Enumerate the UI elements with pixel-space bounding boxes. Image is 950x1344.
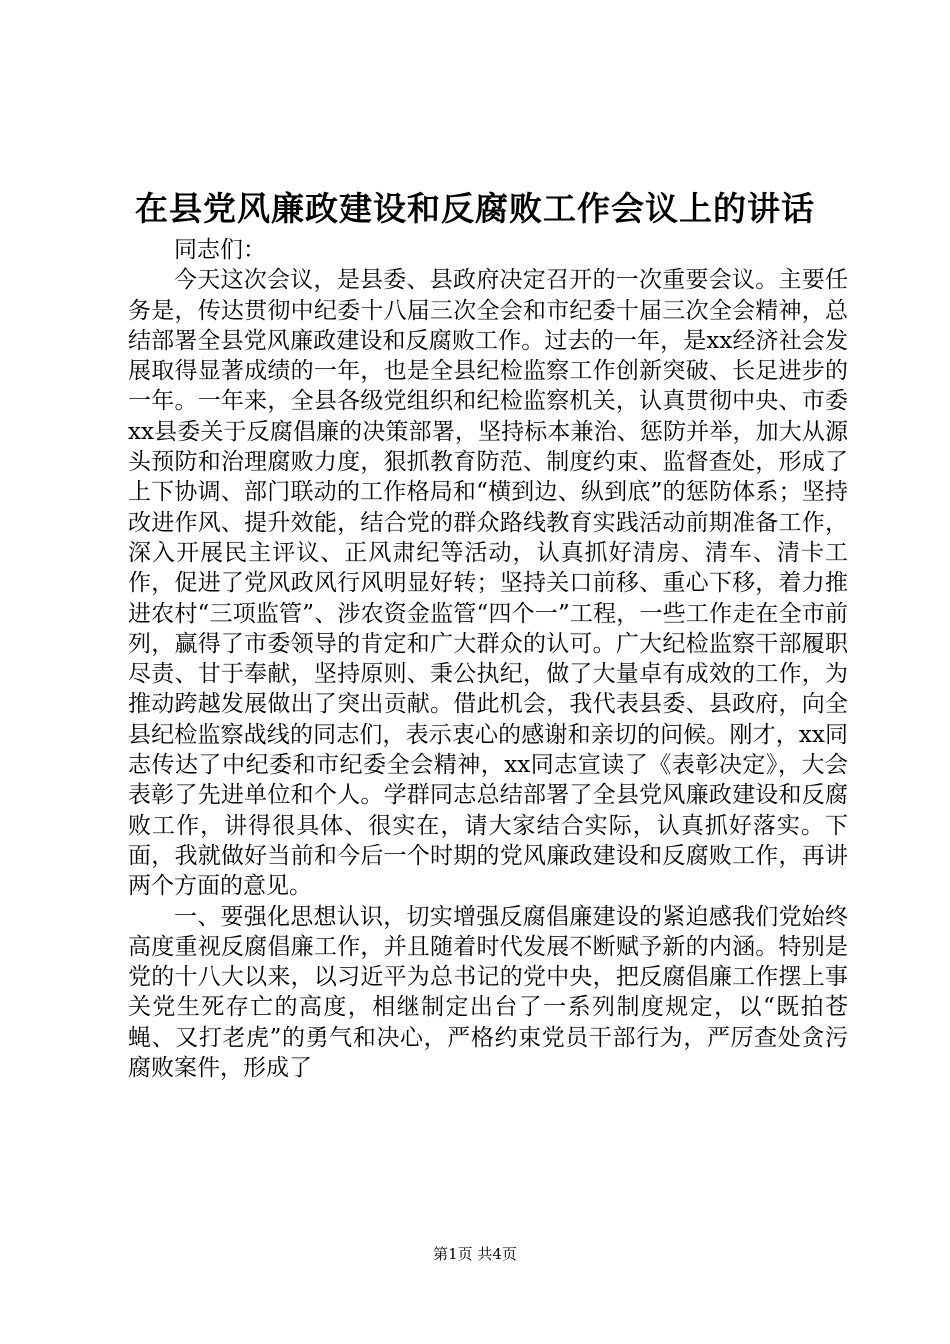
document-body bbox=[128, 235, 848, 1083]
document-title: 在县党风廉政建设和反腐败工作会议上的讲话 bbox=[135, 189, 815, 228]
salutation: 同志们： bbox=[174, 237, 266, 263]
paragraph: 一、要强化思想认识，切实增强反腐倡廉建设的紧迫感我们党始终高度重视反腐倡廉工作，并且随着时代发展不断赋予新的内涵。特别是党的十八大以来，以习近平为总书记的党中央，把反腐倡廉工作摆上事关党生死存亡的高度，相继制定出台了一系列制度规定，以“既拍苍蝇、又打老虎”的勇气和决心，严格约束党员干部行为，严厉查处贪污腐败案件，形成了 bbox=[128, 903, 848, 1082]
page-number: 第1页 共4页 bbox=[433, 1245, 517, 1263]
paragraph: 今天这次会议，是县委、县政府决定召开的一次重要会议。主要任务是，传达贯彻中纪委十八届三次全会和市纪委十届三次全会精神，总结部署全县党风廉政建设和反腐败工作。过去的一年，是xx经济社会发展取得显著成绩的一年，也是全县纪检监察工作创新突破、长足进步的一年。一年来，全县各级党组织和纪检监察机关，认真贯彻中央、市委xx县委关于反腐倡廉的决策部署，坚持标本兼治、惩防并举，加大从源头预防和治理腐败力度，狠抓教育防范、制度约束、监督查处，形成了上下协调、部门联动的工作格局和“横到边、纵到底”的惩防体系；坚持改进作风、提升效能，结合党的群众路线教育实践活动前期准备工作，深入开展民主评议、正风肃纪等活动，认真抓好清房、清车、清卡工作，促进了党风政风行风明显好转；坚持关口前移、重心下移，着力推进农村“三项监管”、涉农资金监管“四个一”工程，一些工作走在全市前列，赢得了市委领导的肯定和广大群众的认可。广大纪检监察干部履职尽责、甘于奉献，坚持原则、秉公执纪，做了大量卓有成效的工作，为推动跨越发展做出了突出贡献。借此机会，我代表县委、县政府，向全县纪检监察战线的同志们，表示衷心的感谢和亲切的问候。刚才，xx同志传达了中纪委和市纪委全会精神，xx同志宣读了《表彰决定》，大会表彰了先进单位和个人。学群同志总结部署了全县党风廉政建设和反腐败工作，讲得很具体、很实在，请大家结合实际，认真抓好落实。下面，我就做好当前和今后一个时期的党风廉政建设和反腐败工作，再讲两个方面的意见。 bbox=[128, 267, 848, 900]
